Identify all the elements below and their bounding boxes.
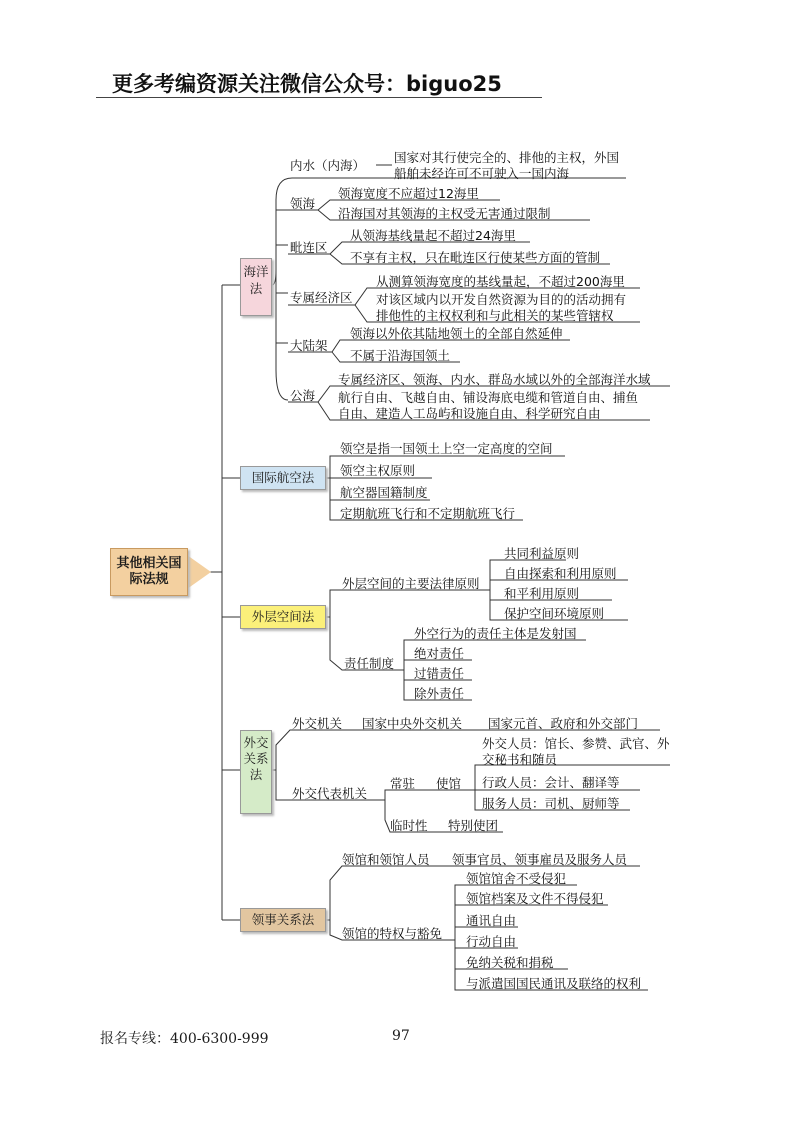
- sea-eez-item-2: 对该区域内以开发自然资源为目的的活动拥有排他性的主权权利和与此相关的某些管辖权: [376, 292, 627, 323]
- root-arrow: [187, 555, 211, 589]
- sea-shelf-item-2: 不属于沿海国领土: [350, 348, 451, 363]
- dip-permanent-label: 常驻: [390, 776, 416, 791]
- air-item-1: 领空是指一国领土上空一定高度的空间: [340, 441, 553, 456]
- air-item-4: 定期航班飞行和不定期航班飞行: [340, 506, 516, 521]
- space-liability-4: 除外责任: [414, 686, 465, 701]
- space-liability-1: 外空行为的责任主体是发射国: [414, 626, 577, 641]
- sea-territorial-item-2: 沿海国对其领海的主权受无害通过限制: [338, 206, 551, 221]
- space-liability-2: 绝对责任: [414, 646, 465, 661]
- con-staff-label: 领馆和领馆人员: [342, 852, 430, 867]
- sea-contiguous-label: 毗连区: [290, 240, 328, 255]
- con-staff-detail: 领事官员、领事雇员及服务人员: [452, 852, 628, 867]
- sea-eez-item-1: 从测算领海宽度的基线量起，不超过200海里: [376, 274, 625, 289]
- dip-organs-label: 外交机关: [292, 716, 343, 731]
- con-privilege-5: 免纳关税和捐税: [466, 955, 554, 970]
- dip-organs-sub: 国家中央外交机关: [362, 716, 463, 731]
- sea-territorial-item-1: 领海宽度不应超过12海里: [338, 186, 479, 201]
- space-principle-4: 保护空间环境原则: [504, 606, 605, 621]
- con-privileges-label: 领馆的特权与豁免: [342, 926, 443, 941]
- sea-internal-waters-label: 内水（内海）: [290, 158, 366, 173]
- con-privilege-1: 领馆馆舍不受侵犯: [466, 871, 567, 886]
- branch-sea: 海洋法: [240, 258, 272, 316]
- space-principle-2: 自由探索和利用原则: [504, 566, 617, 581]
- sea-highseas-item-1: 专属经济区、领海、内水、群岛水域以外的全部海洋水域: [338, 372, 651, 387]
- dip-staff-admin: 行政人员：会计、翻译等: [482, 775, 620, 790]
- sea-shelf-label: 大陆架: [290, 338, 328, 353]
- root-node: 其他相关国际法规: [110, 548, 188, 596]
- branch-consular: 领事关系法: [240, 908, 326, 932]
- branch-air: 国际航空法: [240, 466, 326, 490]
- dip-staff-service: 服务人员：司机、厨师等: [482, 796, 620, 811]
- sea-contiguous-item-2: 不享有主权，只在毗连区行使某些方面的管制: [350, 250, 601, 265]
- dip-temporary-sub: 特别使团: [448, 818, 499, 833]
- sea-highseas-item-2: 航行自由、飞越自由、铺设海底电缆和管道自由、捕鱼自由、建造人工岛屿和设施自由、科学研究自由: [338, 390, 639, 421]
- con-privilege-3: 通讯自由: [466, 913, 517, 928]
- dip-organs-detail: 国家元首、政府和外交部门: [488, 716, 639, 731]
- space-principles-label: 外层空间的主要法律原则: [342, 576, 480, 591]
- sea-internal-waters-desc: 国家对其行使完全的、排他的主权，外国船舶未经许可不可驶入一国内海: [394, 150, 620, 181]
- con-privilege-6: 与派遣国国民通讯及联络的权利: [466, 976, 642, 991]
- space-principle-1: 共同利益原则: [504, 546, 580, 561]
- sea-territorial-label: 领海: [290, 196, 316, 211]
- space-principle-3: 和平利用原则: [504, 586, 580, 601]
- sea-highseas-label: 公海: [290, 388, 316, 403]
- space-liability-3: 过错责任: [414, 666, 465, 681]
- sea-shelf-item-1: 领海以外依其陆地领土的全部自然延伸: [350, 326, 563, 341]
- con-privilege-2: 领馆档案及文件不得侵犯: [466, 891, 604, 906]
- footer-hotline: 报名专线：400-6300-999: [100, 1031, 269, 1047]
- dip-missions-label: 外交代表机关: [292, 786, 368, 801]
- air-item-3: 航空器国籍制度: [340, 485, 428, 500]
- air-item-2: 领空主权原则: [340, 463, 416, 478]
- sea-contiguous-item-1: 从领海基线量起不超过24海里: [350, 228, 516, 243]
- sea-eez-label: 专属经济区: [290, 290, 353, 305]
- branch-space: 外层空间法: [240, 605, 326, 629]
- branch-diplomatic: 外交关系法: [240, 730, 272, 814]
- footer-page-number: 97: [392, 1028, 410, 1044]
- dip-staff-diplomatic: 外交人员：馆长、参赞、武官、外交秘书和随员: [482, 736, 670, 767]
- space-liability-label: 责任制度: [344, 656, 395, 671]
- dip-permanent-sub: 使馆: [436, 776, 462, 791]
- header-title: 更多考编资源关注微信公众号：biguo25: [112, 72, 502, 96]
- dip-temporary-label: 临时性: [390, 818, 428, 833]
- con-privilege-4: 行动自由: [466, 934, 517, 949]
